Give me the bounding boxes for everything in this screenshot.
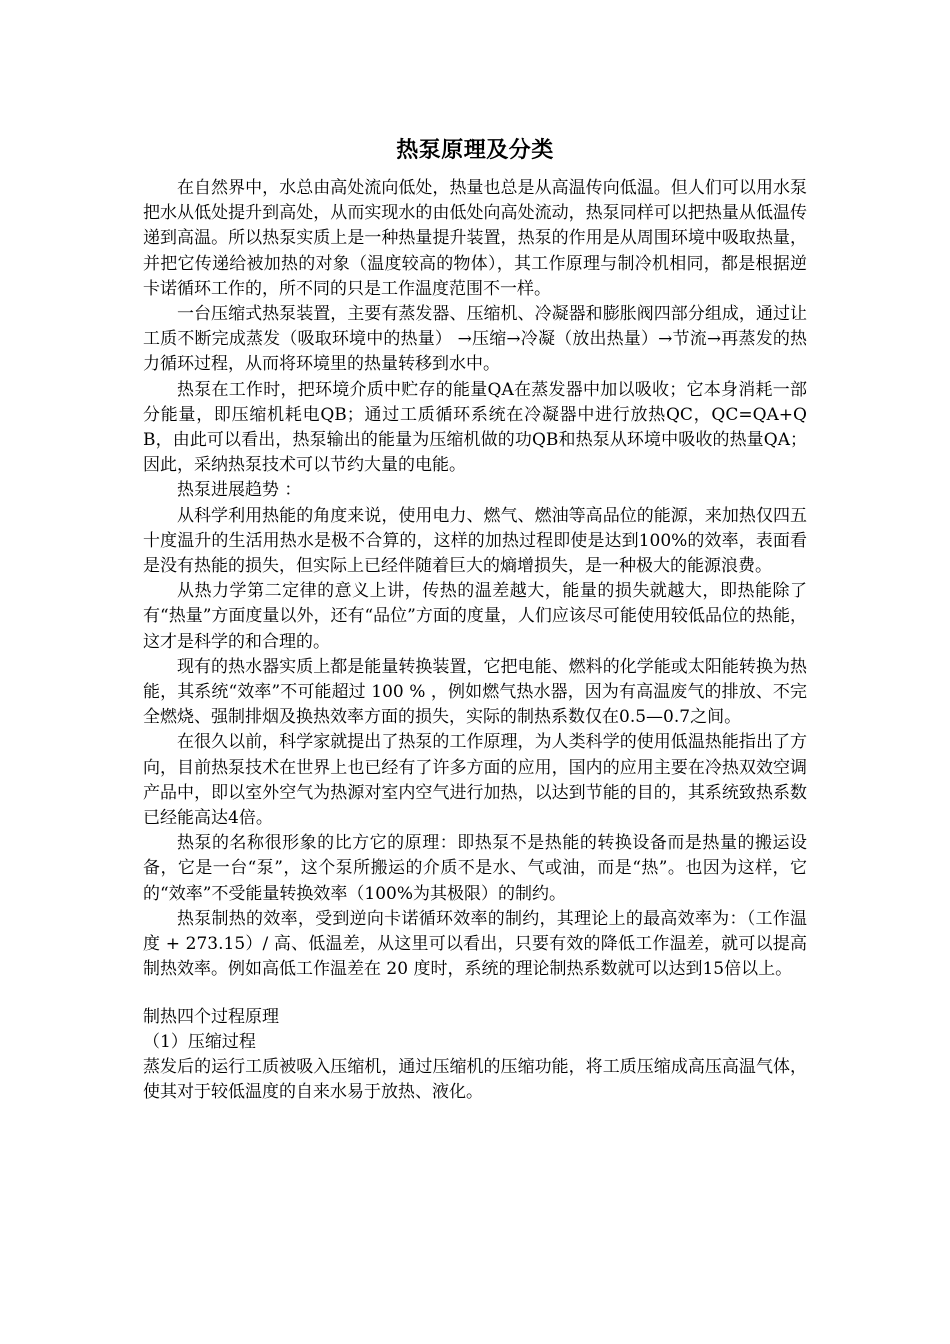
paragraph-trend-heading: 热泵进展趋势 ： xyxy=(177,480,302,501)
paragraph-name-metaphor: 热泵的名称很形象的比方它的原理：即热泵不是热能的转换设备而是热量的搬运设备，它是一台“泵”，这个泵所搬运的介质不是水、气或油，而是“热”。也因为这样，它的“效率”不受能量转换效率（100%为其极限）的制约。 xyxy=(143,833,807,904)
paragraph-energy-balance: 热泵在工作时，把环境介质中贮存的能量QA在蒸发器中加以吸收；它本身消耗一部分能量，即压缩机耗电QB；通过工质循环系统在冷凝器中进行放热QC，QC=QA+QB，由此可以看出，热泵输出的能量为压缩机做的功QB和热泵从环境中吸收的热量QA；因此，采纳热泵技术可以节约大量的电能。 xyxy=(143,379,807,476)
paragraph-water-heaters: 现有的热水器实质上都是能量转换装置，它把电能、燃料的化学能或太阳能转换为热能，其系统“效率”不可能超过 100 % ，例如燃气热水器，因为有高温废气的排放、不完全燃烧、强制排烟及换热效率方面的损失，实际的制热系数仅在0.5—0.7之间。 xyxy=(143,656,807,728)
paragraph-thermodynamics: 从热力学第二定律的意义上讲，传热的温差越大，能量的损失就越大，即热能除了有“热量”方面度量以外，还有“品位”方面的度量，人们应该尽可能使用较低品位的热能，这才是科学的和合理的。 xyxy=(143,581,807,652)
section-heading: 制热四个过程原理 xyxy=(143,1006,279,1027)
subsection-text: 蒸发后的运行工质被吸入压缩机，通过压缩机的压缩功能，将工质压缩成高压高温气体，使其对于较低温度的自来水易于放热、液化。 xyxy=(143,1056,807,1103)
paragraph-energy-use: 从科学利用热能的角度来说，使用电力、燃气、燃油等高品位的能源，来加热仅四五十度温升的生活用热水是极不合算的，这样的加热过程即使是达到100%的效率，表面看是没有热能的损失，但实际上已经伴随着巨大的熵增损失，是一种极大的能源浪费。 xyxy=(143,505,807,577)
document-title: 热泵原理及分类 xyxy=(396,138,554,163)
document-body xyxy=(143,134,807,1105)
paragraph-efficiency: 热泵制热的效率，受到逆向卡诺循环效率的制约，其理论上的最高效率为：（工作温度 + 273.15）/ 高、低温差，从这里可以看出，只要有效的降低工作温差，就可以提高制热效率。例如高低工作温差在 20 度时，系统的理论制热系数就可以达到15倍以上。 xyxy=(143,908,807,980)
subsection-heading: （1）压缩过程 xyxy=(143,1031,256,1052)
paragraph-compressor-unit: 一台压缩式热泵装置，主要有蒸发器、压缩机、冷凝器和膨胀阀四部分组成，通过让工质不断完成蒸发（吸取环境中的热量） →压缩→冷凝（放出热量）→节流→再蒸发的热力循环过程，从而将环境里的热量转移到水中。 xyxy=(143,304,807,375)
paragraph-history: 在很久以前，科学家就提出了热泵的工作原理，为人类科学的使用低温热能指出了方向，目前热泵技术在世界上也已经有了许多方面的应用，国内的应用主要在冷热双效空调产品中，即以室外空气为热源对室内空气进行加热，以达到节能的目的，其系统致热系数已经能高达4倍。 xyxy=(143,732,807,829)
paragraph-intro: 在自然界中，水总由高处流向低处，热量也总是从高温传向低温。但人们可以用水泵把水从低处提升到高处，从而实现水的由低处向高处流动，热泵同样可以把热量从低温传递到高温。所以热泵实质上是一种热量提升装置，热泵的作用是从周围环境中吸取热量，并把它传递给被加热的对象（温度较高的物体），其工作原理与制冷机相同，都是根据逆卡诺循环工作的，所不同的只是工作温度范围不一样。 xyxy=(143,178,807,299)
section-spacer xyxy=(143,983,807,1005)
